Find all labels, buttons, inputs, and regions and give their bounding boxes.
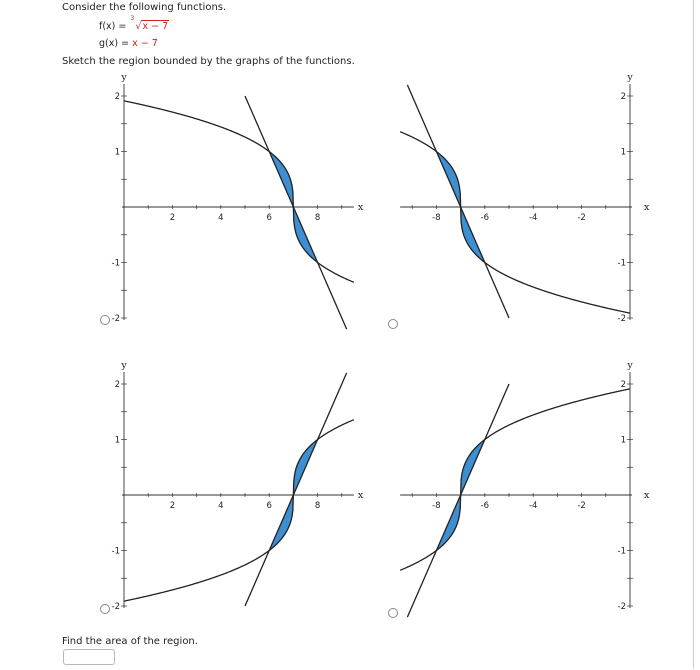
- graph-d-linear-line: [407, 384, 509, 617]
- graph-b-y-tick-label: 2: [620, 92, 626, 102]
- graph-a-x-tick-label: 6: [266, 213, 272, 223]
- graph-a-y-axis-label: y: [121, 72, 127, 83]
- graph-c-x-tick-label: 4: [218, 501, 224, 511]
- graph-c-linear-line: [245, 373, 347, 606]
- f-radicand: x − 7: [142, 21, 169, 32]
- g-label: g(x) =: [99, 38, 133, 49]
- graph-c-x-axis-label: x: [357, 490, 364, 501]
- graph-d-cube-root-curve: [400, 389, 630, 571]
- graph-d-x-tick-label: -8: [432, 501, 441, 511]
- graph-a-y-tick-label: -1: [111, 258, 120, 269]
- graph-c-y-tick-label: -1: [111, 546, 120, 557]
- graph-d-x-tick-label: -4: [528, 501, 538, 511]
- g-expression: x − 7: [132, 38, 158, 49]
- graph-c-y-axis-label: y: [121, 360, 127, 371]
- graph-c-x-tick-label: 2: [169, 501, 176, 511]
- graph-b-x-axis-label: x: [644, 202, 650, 213]
- graph-a-x-tick-label: 8: [314, 213, 321, 223]
- graph-b-x-tick-label: -8: [432, 213, 441, 223]
- graph-a-cube-root-curve: [124, 101, 354, 282]
- graph-d-x-tick-label: -2: [577, 501, 586, 511]
- radio-option-c[interactable]: [100, 604, 110, 614]
- graph-d-y-tick-label: -1: [617, 546, 626, 557]
- graph-b-y-tick-label: -2: [617, 314, 626, 324]
- graph-b-y-tick-label: -1: [617, 258, 626, 269]
- graph-c-y-tick-label: 1: [114, 435, 120, 446]
- graph-d-y-tick-label: -2: [617, 602, 626, 612]
- radio-option-a[interactable]: [100, 315, 110, 325]
- graph-d-y-tick-label: 2: [620, 380, 626, 390]
- graph-b-x-tick-label: -6: [480, 213, 490, 223]
- radio-option-d[interactable]: [388, 608, 398, 618]
- graph-c-y-tick-label: -2: [111, 602, 120, 612]
- radio-option-b[interactable]: [388, 319, 398, 329]
- graph-d-x-tick-label: -6: [480, 501, 490, 511]
- graph-b-x-tick-label: -2: [577, 213, 586, 223]
- graph-c-x-tick-label: 8: [314, 501, 321, 511]
- graph-a-y-tick-label: 2: [114, 92, 120, 102]
- graph-b-linear-line: [407, 85, 509, 318]
- graph-b-x-tick-label: -4: [528, 213, 538, 223]
- find-area-prompt: Find the area of the region.: [62, 636, 198, 647]
- graph-c-y-tick-label: 2: [114, 380, 120, 390]
- intro-text: Consider the following functions.: [62, 2, 227, 13]
- f-radical: 3 √x − 7: [130, 15, 169, 32]
- area-answer-input[interactable]: [63, 649, 115, 665]
- graph-d-y-axis-label: y: [627, 360, 633, 371]
- graph-a-x-tick-label: 4: [218, 213, 224, 223]
- graph-d-x-axis-label: x: [644, 490, 650, 501]
- f-radical-index: 3: [130, 15, 135, 22]
- sketch-instruction: Sketch the region bounded by the graphs of the functions.: [62, 56, 355, 67]
- graph-c-x-tick-label: 6: [266, 501, 272, 511]
- f-label: f(x) =: [99, 21, 130, 32]
- graph-a-y-tick-label: 1: [114, 147, 120, 158]
- graph-a-y-tick-label: -2: [111, 314, 120, 324]
- graph-b-y-tick-label: 1: [620, 147, 626, 158]
- graph-a-x-axis-label: x: [357, 202, 364, 213]
- graph-a-x-tick-label: 2: [169, 213, 176, 223]
- graph-d-y-tick-label: 1: [620, 435, 626, 446]
- graph-a-linear-line: [245, 96, 347, 329]
- graph-b-y-axis-label: y: [627, 72, 633, 83]
